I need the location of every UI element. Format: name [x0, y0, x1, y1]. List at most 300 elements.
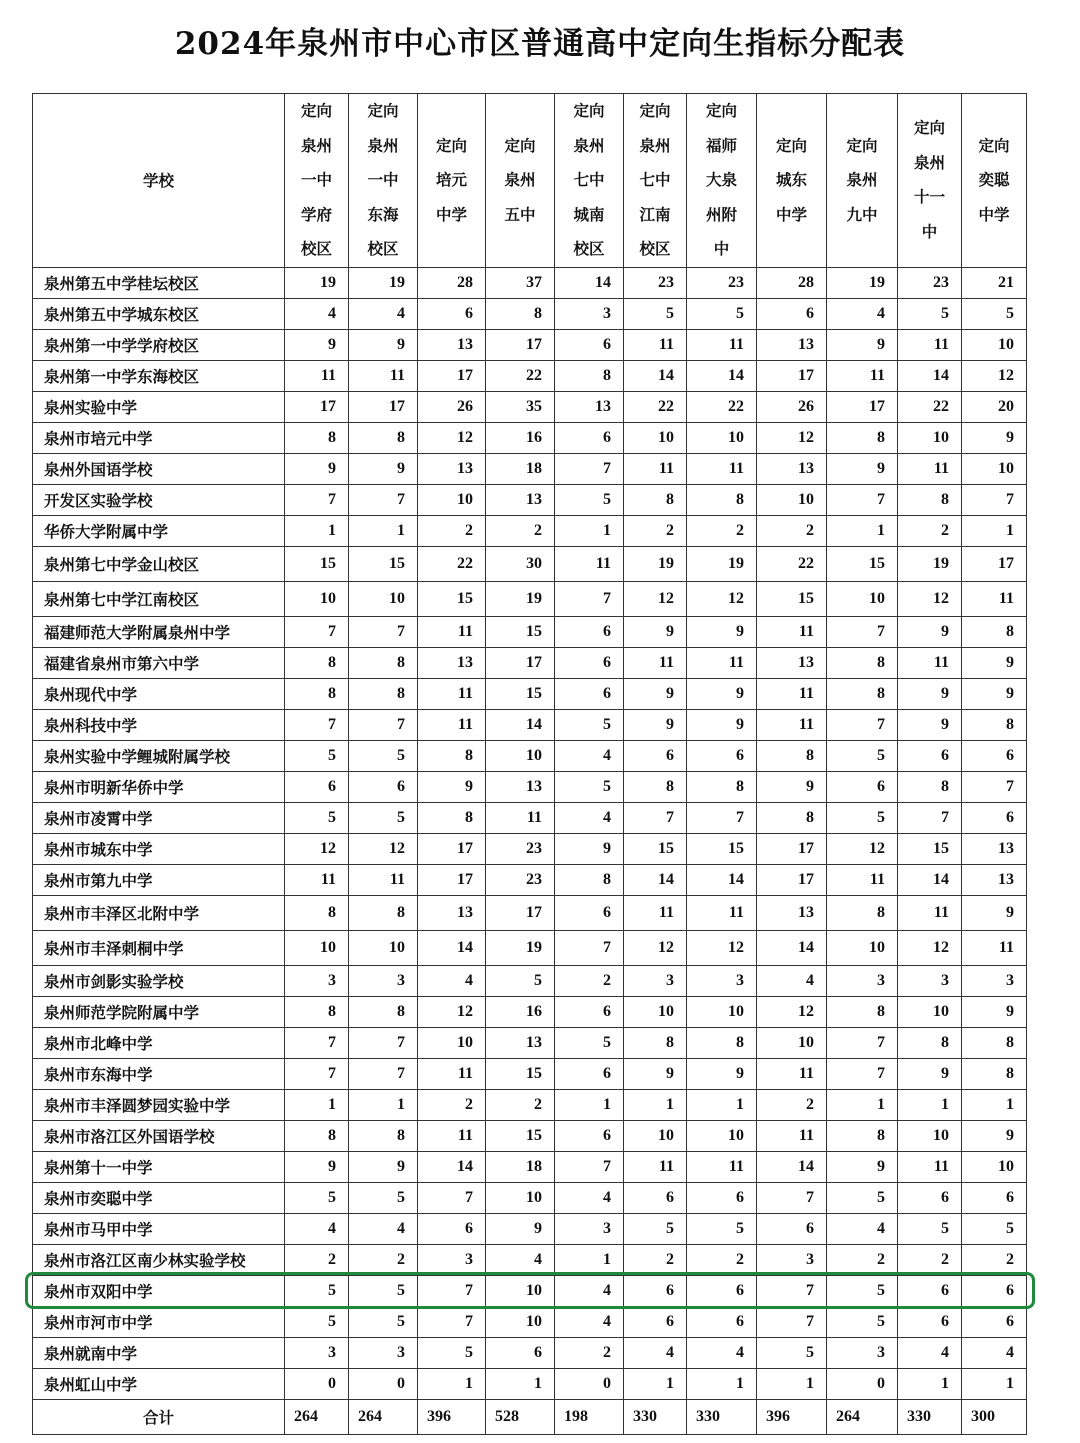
- quota-value-cell: 8: [687, 771, 757, 802]
- school-name-cell: 泉州实验中学: [33, 391, 285, 422]
- quota-value-cell: 1: [285, 515, 349, 546]
- table-row: [33, 771, 1027, 802]
- column-header-text: [846, 129, 877, 233]
- column-header-line: 定向: [978, 135, 1010, 155]
- quota-value-cell: 4: [555, 1182, 624, 1213]
- quota-value-cell: 5: [624, 298, 687, 329]
- column-header-line: 定向: [435, 135, 467, 155]
- table-row: [33, 616, 1027, 647]
- quota-value-cell: 9: [687, 678, 757, 709]
- quota-value-cell: 3: [349, 965, 418, 996]
- quota-value-cell: 17: [418, 833, 486, 864]
- column-header-line: 泉州: [846, 170, 878, 189]
- quota-value-cell: 8: [827, 996, 898, 1027]
- quota-value-cell: 9: [898, 616, 962, 647]
- quota-value-cell: 3: [285, 1337, 349, 1368]
- quota-value-cell: 10: [285, 581, 349, 616]
- total-value-cell: 330: [898, 1399, 962, 1434]
- column-header-line: 定向: [913, 118, 945, 138]
- quota-value-cell: 9: [624, 678, 687, 709]
- column-header-line: 中: [921, 221, 938, 241]
- quota-value-cell: 5: [687, 1213, 757, 1244]
- quota-value-cell: 7: [757, 1275, 827, 1306]
- quota-value-cell: 14: [486, 709, 555, 740]
- quota-value-cell: 7: [555, 1151, 624, 1182]
- column-header-line: 福师: [705, 135, 737, 155]
- quota-value-cell: 6: [349, 771, 418, 802]
- column-header-6: [624, 94, 687, 268]
- quota-value-cell: 3: [555, 1213, 624, 1244]
- quota-value-cell: 14: [898, 864, 962, 895]
- column-header-1: [285, 94, 349, 268]
- column-header-line: 定向: [573, 101, 605, 120]
- quota-value-cell: 5: [555, 1027, 624, 1058]
- quota-value-cell: 8: [962, 1027, 1027, 1058]
- quota-value-cell: 2: [687, 515, 757, 546]
- quota-value-cell: 5: [486, 965, 555, 996]
- quota-value-cell: 1: [555, 515, 624, 546]
- quota-value-cell: 9: [486, 1213, 555, 1244]
- quota-value-cell: 10: [285, 930, 349, 965]
- header-row: [33, 94, 1027, 268]
- school-name-cell: 泉州第一中学学府校区: [33, 329, 285, 360]
- quota-value-cell: 8: [285, 895, 349, 930]
- quota-value-cell: 10: [486, 1306, 555, 1337]
- quota-value-cell: 9: [285, 1151, 349, 1182]
- quota-value-cell: 5: [827, 1306, 898, 1337]
- table-row: [33, 422, 1027, 453]
- quota-value-cell: 8: [486, 298, 555, 329]
- table-body: [33, 267, 1027, 1434]
- quota-value-cell: 18: [486, 453, 555, 484]
- quota-value-cell: 6: [687, 1306, 757, 1337]
- quota-value-cell: 7: [285, 616, 349, 647]
- quota-value-cell: 14: [624, 864, 687, 895]
- quota-value-cell: 6: [898, 1275, 962, 1306]
- quota-value-cell: 7: [827, 484, 898, 515]
- quota-value-cell: 8: [349, 996, 418, 1027]
- quota-value-cell: 3: [624, 965, 687, 996]
- quota-value-cell: 9: [624, 1058, 687, 1089]
- quota-value-cell: 14: [687, 360, 757, 391]
- quota-value-cell: 3: [687, 965, 757, 996]
- column-header-text: [436, 129, 467, 233]
- quota-value-cell: 13: [418, 647, 486, 678]
- quota-value-cell: 6: [962, 1275, 1027, 1306]
- quota-value-cell: 9: [962, 996, 1027, 1027]
- column-header-line: 中学: [775, 204, 807, 224]
- quota-value-cell: 23: [687, 267, 757, 298]
- quota-value-cell: 15: [486, 616, 555, 647]
- quota-value-cell: 2: [687, 1244, 757, 1275]
- school-name-cell: 泉州市培元中学: [33, 422, 285, 453]
- quota-value-cell: 8: [687, 484, 757, 515]
- quota-value-cell: 11: [624, 453, 687, 484]
- total-value-cell: 396: [757, 1399, 827, 1434]
- quota-value-cell: 7: [555, 453, 624, 484]
- quota-value-cell: 10: [349, 581, 418, 616]
- quota-value-cell: 10: [486, 1182, 555, 1213]
- column-header-9: [827, 94, 898, 268]
- quota-value-cell: 14: [624, 360, 687, 391]
- quota-value-cell: 10: [624, 422, 687, 453]
- column-header-line: 学府: [300, 204, 332, 224]
- quota-value-cell: 9: [555, 833, 624, 864]
- quota-value-cell: 10: [962, 1151, 1027, 1182]
- quota-value-cell: 22: [624, 391, 687, 422]
- quota-value-cell: 14: [757, 930, 827, 965]
- quota-value-cell: 3: [757, 1244, 827, 1275]
- quota-value-cell: 6: [962, 1182, 1027, 1213]
- quota-value-cell: 15: [486, 1058, 555, 1089]
- quota-value-cell: 30: [486, 546, 555, 581]
- quota-value-cell: 8: [827, 422, 898, 453]
- column-header-line: 泉州: [367, 135, 399, 155]
- column-header-line: 培元: [435, 170, 467, 189]
- quota-value-cell: 13: [418, 895, 486, 930]
- school-name-cell: 泉州市洛江区外国语学校: [33, 1120, 285, 1151]
- quota-value-cell: 22: [486, 360, 555, 391]
- total-value-cell: 330: [687, 1399, 757, 1434]
- quota-value-cell: 11: [962, 581, 1027, 616]
- quota-value-cell: 11: [349, 864, 418, 895]
- quota-value-cell: 9: [962, 895, 1027, 930]
- quota-value-cell: 8: [624, 1027, 687, 1058]
- quota-value-cell: 11: [687, 1151, 757, 1182]
- quota-value-cell: 10: [962, 329, 1027, 360]
- quota-value-cell: 7: [962, 484, 1027, 515]
- quota-value-cell: 7: [349, 1027, 418, 1058]
- quota-value-cell: 2: [898, 1244, 962, 1275]
- quota-value-cell: 4: [555, 740, 624, 771]
- table-row: [33, 484, 1027, 515]
- school-name-cell: 福建师范大学附属泉州中学: [33, 616, 285, 647]
- quota-value-cell: 2: [624, 1244, 687, 1275]
- quota-value-cell: 5: [285, 1306, 349, 1337]
- quota-value-cell: 6: [757, 298, 827, 329]
- table-row: [33, 1027, 1027, 1058]
- quota-value-cell: 9: [687, 616, 757, 647]
- school-name-cell: 泉州现代中学: [33, 678, 285, 709]
- quota-value-cell: 17: [757, 864, 827, 895]
- quota-value-cell: 3: [418, 1244, 486, 1275]
- quota-value-cell: 9: [757, 771, 827, 802]
- quota-value-cell: 9: [962, 422, 1027, 453]
- quota-value-cell: 3: [827, 1337, 898, 1368]
- quota-value-cell: 35: [486, 391, 555, 422]
- quota-value-cell: 17: [285, 391, 349, 422]
- quota-value-cell: 0: [349, 1368, 418, 1399]
- quota-value-cell: 6: [687, 1182, 757, 1213]
- school-name-cell: 开发区实验学校: [33, 484, 285, 515]
- total-label-cell: 合计: [33, 1399, 285, 1434]
- quota-value-cell: 3: [962, 965, 1027, 996]
- quota-value-cell: 4: [418, 965, 486, 996]
- column-header-7: [687, 94, 757, 268]
- quota-value-cell: 8: [757, 740, 827, 771]
- quota-value-cell: 2: [624, 515, 687, 546]
- quota-value-cell: 10: [827, 930, 898, 965]
- school-name-cell: 泉州市北峰中学: [33, 1027, 285, 1058]
- school-name-cell: 泉州市丰泽区北附中学: [33, 895, 285, 930]
- quota-value-cell: 6: [898, 1182, 962, 1213]
- column-header-line: 校区: [367, 239, 399, 258]
- quota-value-cell: 11: [285, 864, 349, 895]
- school-name-cell: 泉州第五中学城东校区: [33, 298, 285, 329]
- quota-value-cell: 4: [827, 298, 898, 329]
- quota-value-cell: 1: [349, 515, 418, 546]
- quota-value-cell: 15: [418, 581, 486, 616]
- quota-value-cell: 6: [624, 740, 687, 771]
- total-value-cell: 330: [624, 1399, 687, 1434]
- quota-value-cell: 5: [624, 1213, 687, 1244]
- column-header-line: 一中: [300, 170, 332, 189]
- school-name-cell: 泉州市东海中学: [33, 1058, 285, 1089]
- quota-value-cell: 8: [285, 996, 349, 1027]
- quota-value-cell: 4: [827, 1213, 898, 1244]
- table-row: [33, 1306, 1027, 1337]
- quota-value-cell: 9: [624, 616, 687, 647]
- quota-value-cell: 5: [349, 740, 418, 771]
- quota-value-cell: 12: [898, 581, 962, 616]
- table-row: [33, 515, 1027, 546]
- total-row: [33, 1399, 1027, 1434]
- quota-table: [32, 93, 1027, 1435]
- quota-value-cell: 1: [757, 1368, 827, 1399]
- quota-value-cell: 4: [624, 1337, 687, 1368]
- table-row: [33, 360, 1027, 391]
- quota-value-cell: 11: [898, 647, 962, 678]
- quota-value-cell: 6: [555, 996, 624, 1027]
- quota-value-cell: 6: [827, 771, 898, 802]
- school-name-cell: 泉州科技中学: [33, 709, 285, 740]
- quota-value-cell: 9: [285, 329, 349, 360]
- quota-value-cell: 7: [757, 1306, 827, 1337]
- quota-value-cell: 12: [962, 360, 1027, 391]
- quota-value-cell: 6: [624, 1182, 687, 1213]
- quota-value-cell: 8: [349, 1120, 418, 1151]
- quota-value-cell: 7: [285, 1058, 349, 1089]
- quota-value-cell: 1: [687, 1368, 757, 1399]
- quota-value-cell: 22: [687, 391, 757, 422]
- table-row: [33, 833, 1027, 864]
- column-header-line: 七中: [639, 170, 671, 189]
- quota-value-cell: 12: [687, 930, 757, 965]
- table-row: [33, 267, 1027, 298]
- school-name-cell: 泉州市洛江区南少林实验学校: [33, 1244, 285, 1275]
- quota-value-cell: 15: [827, 546, 898, 581]
- school-name-cell: 泉州市凌霄中学: [33, 802, 285, 833]
- column-header-3: [418, 94, 486, 268]
- quota-value-cell: 12: [624, 581, 687, 616]
- quota-value-cell: 2: [555, 965, 624, 996]
- column-header-line: 校区: [300, 239, 332, 258]
- quota-value-cell: 22: [898, 391, 962, 422]
- quota-value-cell: 12: [898, 930, 962, 965]
- column-header-text: [573, 94, 604, 267]
- quota-value-cell: 10: [624, 996, 687, 1027]
- quota-value-cell: 21: [962, 267, 1027, 298]
- quota-value-cell: 1: [898, 1368, 962, 1399]
- quota-value-cell: 4: [555, 1275, 624, 1306]
- quota-value-cell: 11: [687, 895, 757, 930]
- quota-value-cell: 9: [962, 678, 1027, 709]
- quota-value-cell: 9: [827, 329, 898, 360]
- school-name-cell: 泉州就南中学: [33, 1337, 285, 1368]
- quota-value-cell: 19: [898, 546, 962, 581]
- quota-value-cell: 14: [898, 360, 962, 391]
- quota-value-cell: 4: [285, 298, 349, 329]
- quota-value-cell: 11: [285, 360, 349, 391]
- quota-value-cell: 3: [555, 298, 624, 329]
- column-header-line: 定向: [775, 135, 807, 155]
- quota-value-cell: 6: [555, 647, 624, 678]
- quota-value-cell: 14: [555, 267, 624, 298]
- quota-value-cell: 37: [486, 267, 555, 298]
- total-value-cell: 198: [555, 1399, 624, 1434]
- quota-value-cell: 12: [418, 422, 486, 453]
- quota-value-cell: 14: [418, 1151, 486, 1182]
- school-name-cell: 泉州市丰泽圆梦园实验中学: [33, 1089, 285, 1120]
- quota-value-cell: 19: [687, 546, 757, 581]
- quota-value-cell: 5: [349, 1306, 418, 1337]
- column-header-10: [898, 94, 962, 268]
- quota-value-cell: 1: [624, 1368, 687, 1399]
- quota-value-cell: 9: [349, 329, 418, 360]
- quota-value-cell: 12: [418, 996, 486, 1027]
- quota-value-cell: 7: [757, 1182, 827, 1213]
- quota-value-cell: 6: [418, 1213, 486, 1244]
- quota-value-cell: 10: [486, 1275, 555, 1306]
- quota-value-cell: 6: [486, 1337, 555, 1368]
- quota-value-cell: 9: [349, 1151, 418, 1182]
- table-row: [33, 581, 1027, 616]
- quota-value-cell: 6: [898, 1306, 962, 1337]
- quota-value-cell: 12: [757, 996, 827, 1027]
- quota-value-cell: 5: [349, 1275, 418, 1306]
- quota-value-cell: 7: [898, 802, 962, 833]
- quota-value-cell: 5: [285, 1275, 349, 1306]
- quota-value-cell: 9: [827, 453, 898, 484]
- quota-value-cell: 10: [687, 422, 757, 453]
- column-header-text: [301, 94, 332, 267]
- quota-value-cell: 5: [827, 1182, 898, 1213]
- quota-value-cell: 19: [285, 267, 349, 298]
- quota-value-cell: 2: [962, 1244, 1027, 1275]
- quota-value-cell: 9: [962, 647, 1027, 678]
- quota-value-cell: 9: [624, 709, 687, 740]
- quota-value-cell: 11: [757, 709, 827, 740]
- quota-value-cell: 17: [349, 391, 418, 422]
- column-header-line: 十一: [913, 187, 945, 207]
- quota-value-cell: 8: [624, 771, 687, 802]
- quota-value-cell: 1: [898, 1089, 962, 1120]
- quota-value-cell: 4: [555, 802, 624, 833]
- quota-value-cell: 23: [486, 833, 555, 864]
- quota-value-cell: 8: [687, 1027, 757, 1058]
- column-header-line: 泉州: [913, 152, 945, 172]
- quota-value-cell: 2: [757, 1089, 827, 1120]
- quota-value-cell: 10: [898, 422, 962, 453]
- quota-value-cell: 11: [624, 1151, 687, 1182]
- quota-value-cell: 11: [757, 678, 827, 709]
- quota-value-cell: 10: [827, 581, 898, 616]
- quota-value-cell: 5: [827, 740, 898, 771]
- quota-value-cell: 10: [418, 484, 486, 515]
- quota-value-cell: 9: [349, 453, 418, 484]
- quota-value-cell: 7: [827, 1058, 898, 1089]
- table-row: [33, 895, 1027, 930]
- quota-value-cell: 5: [962, 298, 1027, 329]
- quota-value-cell: 12: [827, 833, 898, 864]
- quota-value-cell: 11: [757, 1058, 827, 1089]
- quota-value-cell: 8: [827, 647, 898, 678]
- total-value-cell: 396: [418, 1399, 486, 1434]
- quota-value-cell: 11: [418, 709, 486, 740]
- quota-value-cell: 7: [418, 1182, 486, 1213]
- quota-value-cell: 23: [898, 267, 962, 298]
- quota-value-cell: 12: [687, 581, 757, 616]
- total-value-cell: 264: [285, 1399, 349, 1434]
- school-name-cell: 泉州市第九中学: [33, 864, 285, 895]
- quota-value-cell: 6: [687, 740, 757, 771]
- quota-value-cell: 11: [757, 1120, 827, 1151]
- quota-value-cell: 7: [349, 484, 418, 515]
- quota-value-cell: 7: [555, 930, 624, 965]
- quota-value-cell: 9: [898, 709, 962, 740]
- quota-value-cell: 8: [555, 360, 624, 391]
- column-header-line: 中学: [978, 204, 1010, 224]
- quota-value-cell: 23: [486, 864, 555, 895]
- quota-value-cell: 7: [418, 1306, 486, 1337]
- quota-value-cell: 11: [827, 360, 898, 391]
- quota-value-cell: 19: [486, 930, 555, 965]
- quota-value-cell: 8: [624, 484, 687, 515]
- quota-value-cell: 6: [555, 616, 624, 647]
- quota-value-cell: 8: [898, 771, 962, 802]
- quota-value-cell: 8: [285, 1120, 349, 1151]
- quota-value-cell: 9: [898, 1058, 962, 1089]
- column-header-line: 定向: [367, 101, 399, 120]
- quota-value-cell: 19: [349, 267, 418, 298]
- quota-value-cell: 11: [757, 616, 827, 647]
- column-header-line: 定向: [504, 135, 536, 155]
- quota-value-cell: 11: [418, 678, 486, 709]
- quota-value-cell: 5: [555, 771, 624, 802]
- table-row: [33, 546, 1027, 581]
- quota-value-cell: 5: [827, 802, 898, 833]
- total-value-cell: 300: [962, 1399, 1027, 1434]
- quota-value-cell: 2: [418, 515, 486, 546]
- total-value-cell: 264: [827, 1399, 898, 1434]
- column-header-line: 城南: [573, 204, 605, 224]
- quota-value-cell: 5: [418, 1337, 486, 1368]
- quota-value-cell: 4: [757, 965, 827, 996]
- table-row: [33, 740, 1027, 771]
- column-header-line: 大泉: [705, 170, 737, 189]
- quota-value-cell: 5: [898, 298, 962, 329]
- quota-value-cell: 11: [624, 329, 687, 360]
- quota-value-cell: 15: [757, 581, 827, 616]
- quota-value-cell: 10: [624, 1120, 687, 1151]
- quota-value-cell: 5: [898, 1213, 962, 1244]
- quota-value-cell: 10: [898, 996, 962, 1027]
- table-row: [33, 1182, 1027, 1213]
- quota-value-cell: 10: [349, 930, 418, 965]
- quota-value-cell: 20: [962, 391, 1027, 422]
- column-header-line: 奕聪: [978, 170, 1010, 189]
- quota-value-cell: 8: [285, 647, 349, 678]
